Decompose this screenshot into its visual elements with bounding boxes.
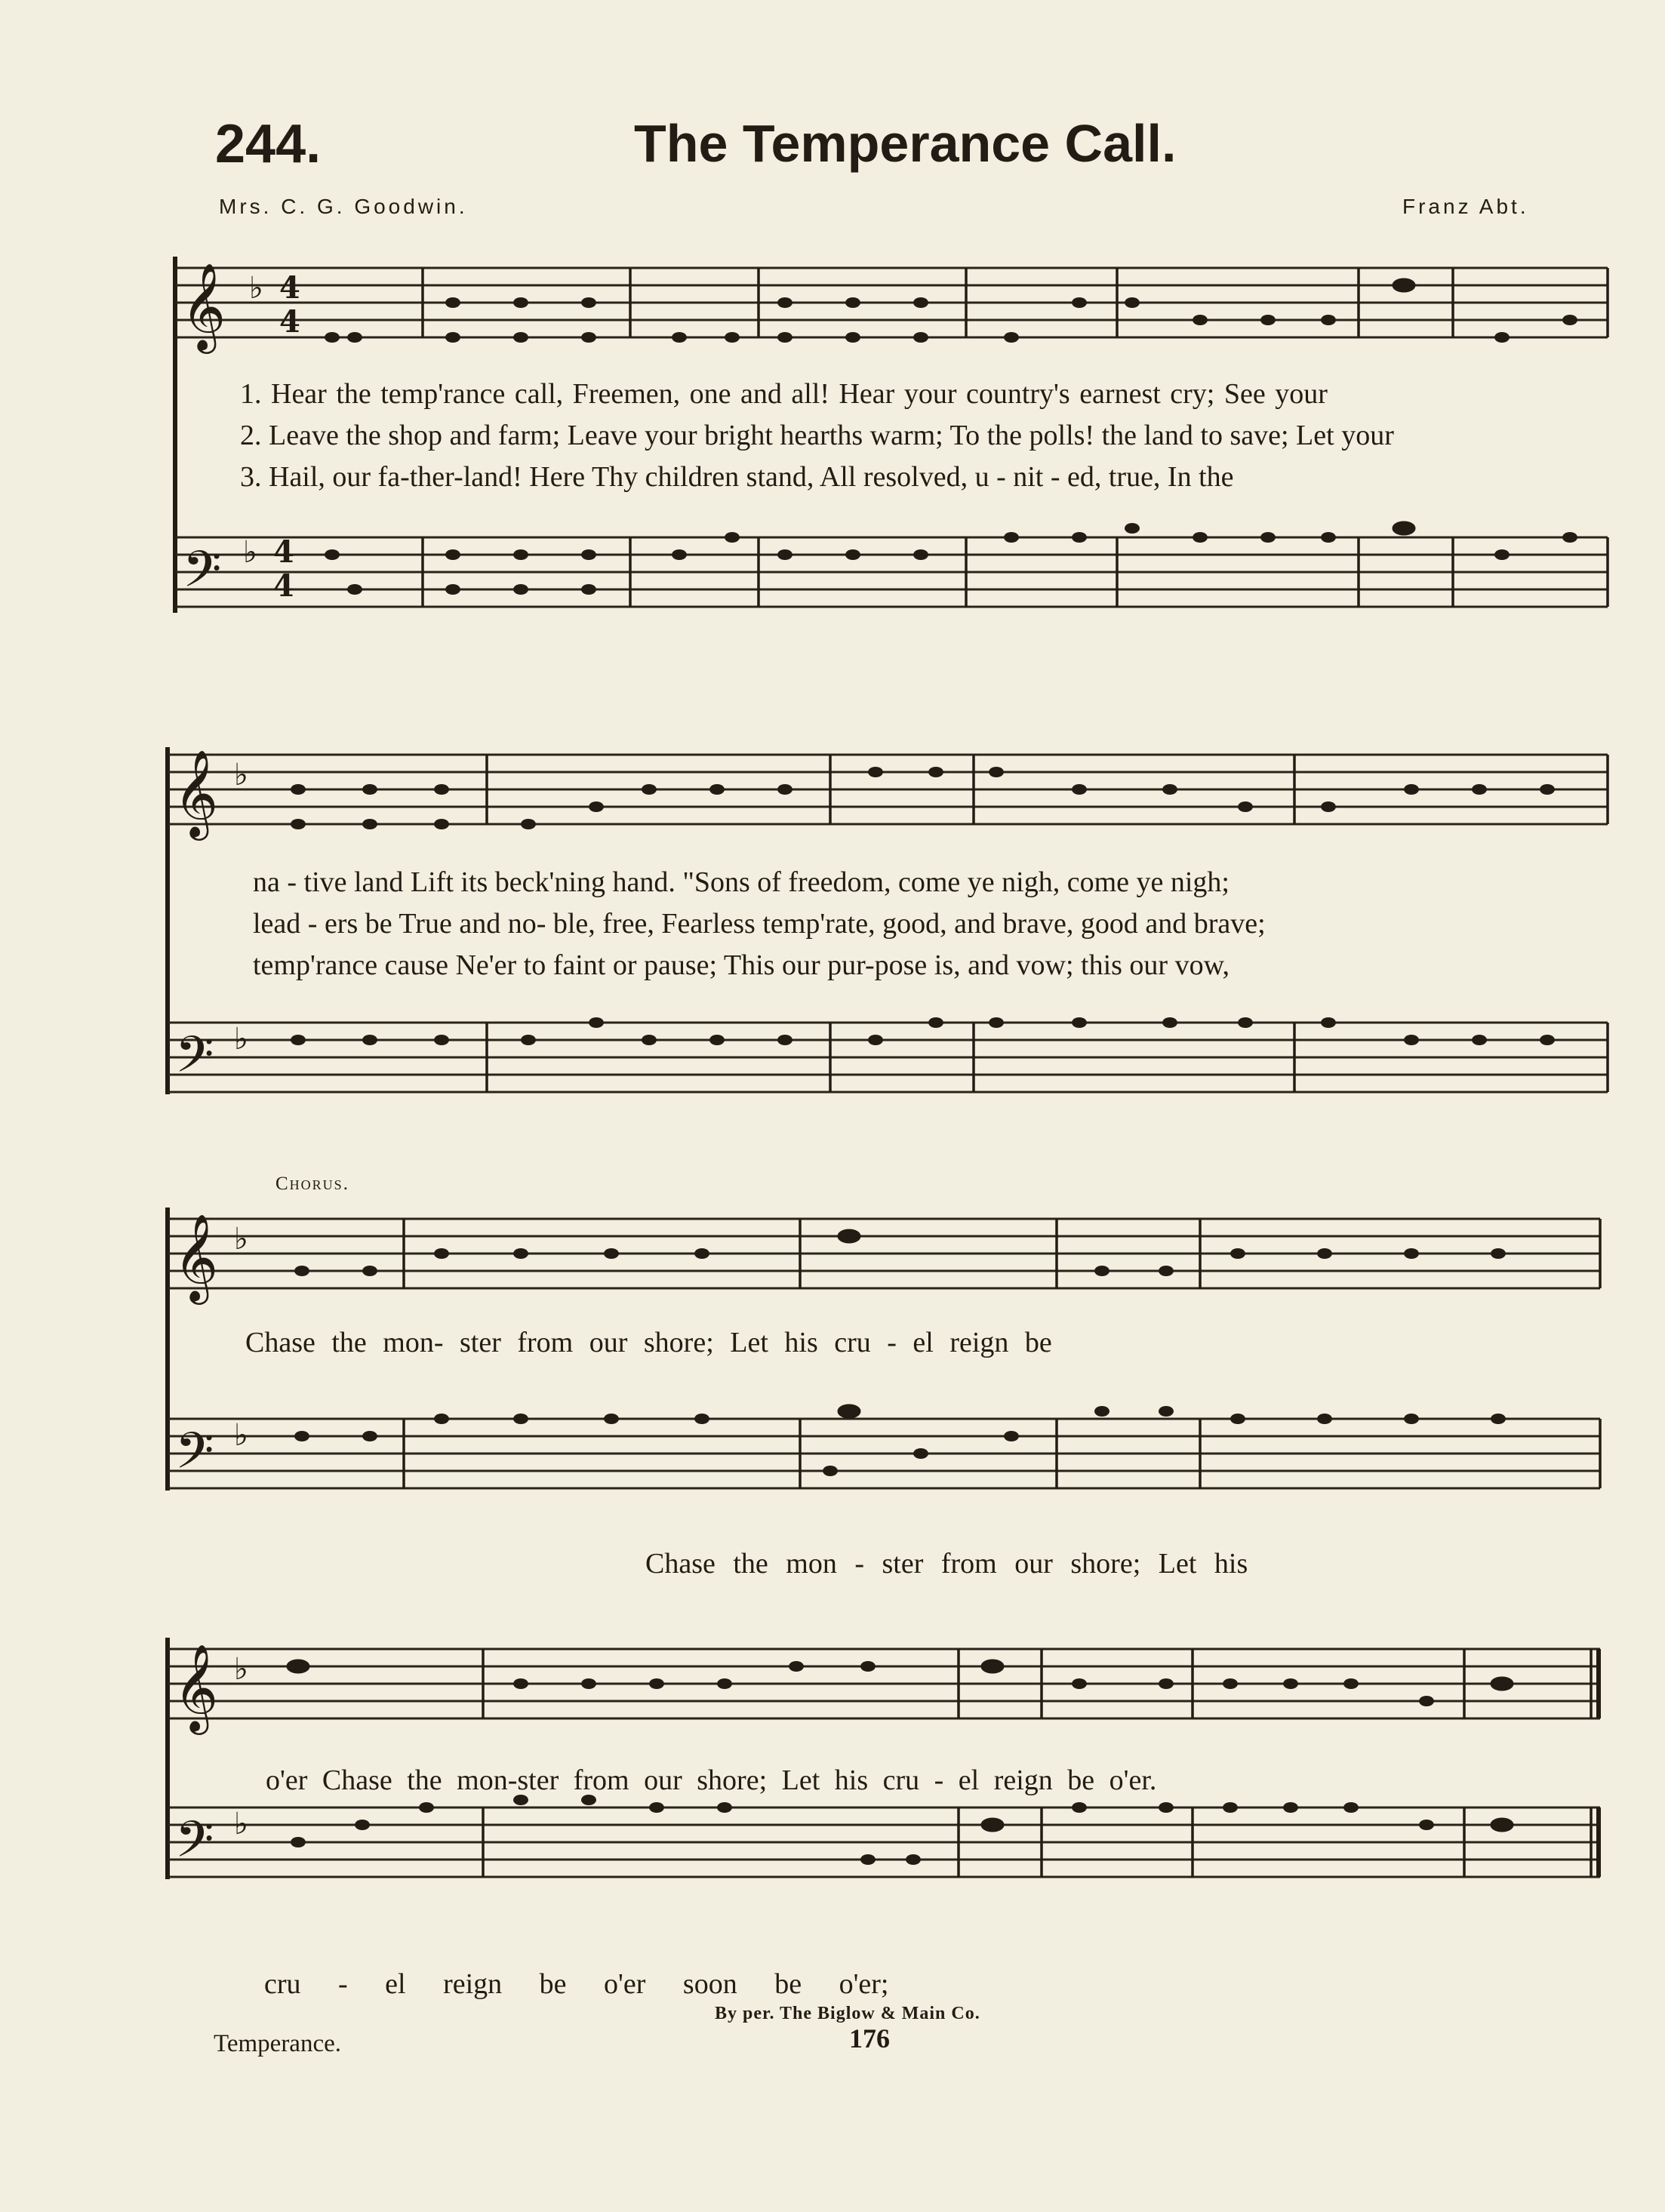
verse-1-line-1: 1. Hear the temp'rance call, Freemen, one and all! Hear your country's earnest cry; See your — [240, 378, 1328, 410]
svg-text:♭: ♭ — [234, 1807, 248, 1841]
chorus-treble-lyrics-2: o'er Chase the mon-ster from our shore; Let his cru - el reign be o'er. — [266, 1764, 1157, 1796]
composer-credit: Franz Abt. — [1402, 195, 1529, 218]
svg-text:𝄢: 𝄢 — [175, 1811, 214, 1881]
svg-text:𝄞: 𝄞 — [174, 749, 219, 837]
lyricist-credit: Mrs. C. G. Goodwin. — [219, 195, 468, 218]
treble-staff-2 — [168, 755, 1608, 824]
hymn-title: The Temperance Call. — [634, 114, 1177, 173]
notes-system-4 — [288, 1660, 1513, 1865]
copyright-credit: By per. The Biglow & Main Co. — [715, 2004, 980, 2023]
svg-text:♭: ♭ — [234, 758, 248, 792]
svg-text:♭: ♭ — [234, 1418, 248, 1453]
chorus-treble-lyrics: Chase the mon- ster from our shore; Let his cru - el reign be — [245, 1327, 1052, 1358]
system-4 — [168, 1638, 1600, 1881]
svg-text:4: 4 — [273, 568, 294, 604]
svg-text:♭: ♭ — [234, 1652, 248, 1687]
svg-text:4: 4 — [279, 304, 300, 340]
hymn-number: 244. — [215, 114, 322, 174]
verse-3-line-1: 3. Hail, our fa-ther-land! Here Thy children stand, All resolved, u - nit - ed, true, In the — [240, 461, 1234, 493]
verse-3-line-2: temp'rance cause Ne'er to faint or pause; This our pur-pose is, and vow; this our vow, — [253, 949, 1230, 981]
hymn-category: Temperance. — [214, 2030, 341, 2057]
svg-text:♭: ♭ — [234, 1222, 248, 1257]
svg-text:𝄢: 𝄢 — [183, 540, 222, 611]
bass-staff-4 — [168, 1807, 1600, 1877]
treble-staff-4 — [168, 1649, 1600, 1718]
page-number: 176 — [849, 2023, 890, 2054]
chorus-bass-lyrics: Chase the mon - ster from our shore; Let his — [645, 1548, 1248, 1580]
svg-text:𝄞: 𝄞 — [174, 1643, 219, 1731]
verse-2-line-2: lead - ers be True and no- ble, free, Fearless temp'rate, good, and brave, good and brave; — [253, 908, 1266, 940]
svg-text:𝄢: 𝄢 — [175, 1026, 214, 1096]
svg-text:𝄞: 𝄞 — [174, 1213, 219, 1301]
treble-staff-1 — [175, 268, 1608, 337]
bass-staff-3 — [168, 1419, 1600, 1488]
svg-text:♭: ♭ — [234, 1022, 248, 1057]
chorus-label: Chorus. — [275, 1174, 349, 1194]
chorus-bass-lyrics-2: cru - el reign be o'er soon be o'er; — [264, 1968, 889, 2000]
svg-text:𝄞: 𝄞 — [181, 262, 226, 350]
treble-staff-3 — [168, 1219, 1600, 1288]
verse-1-line-2: na - tive land Lift its beck'ning hand. "Sons of freedom, come ye nigh, come ye nigh; — [253, 866, 1230, 898]
svg-text:𝄢: 𝄢 — [175, 1422, 214, 1492]
notes-system-2 — [291, 767, 1555, 1045]
bass-staff-1 — [175, 537, 1608, 607]
svg-text:4: 4 — [279, 270, 300, 306]
verse-2-line-1: 2. Leave the shop and farm; Leave your bright hearths warm; To the polls! the land to save; Let your — [240, 420, 1394, 451]
svg-text:4: 4 — [273, 534, 294, 570]
svg-text:♭: ♭ — [249, 271, 263, 306]
bass-staff-2 — [168, 1023, 1608, 1092]
svg-text:♭: ♭ — [243, 535, 257, 570]
